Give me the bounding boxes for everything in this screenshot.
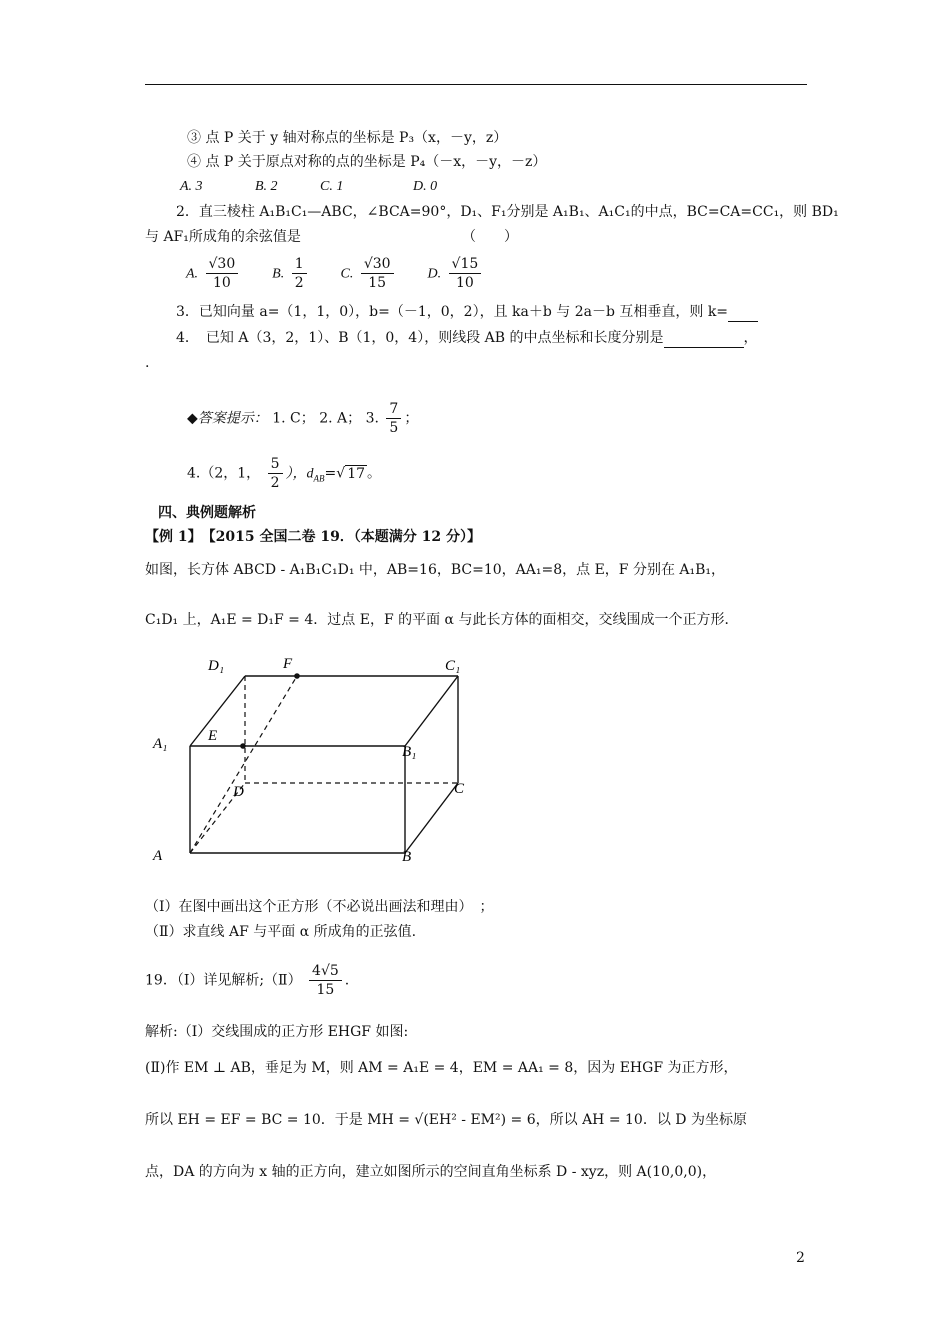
q2-opt-c-num: √30 <box>361 255 394 274</box>
q1-choice-a: A. 3 <box>180 179 203 194</box>
q2-opt-b-label: B. <box>272 266 285 282</box>
q2-opt-c-frac <box>361 255 394 292</box>
example-heading: 【例 1】 【2015 全国二卷 19．（本题满分 12 分）】 <box>145 529 482 545</box>
q2-opt-c-label: C. <box>340 266 354 282</box>
edge-b-c <box>405 783 458 853</box>
q4-line <box>176 328 758 348</box>
label-c: C <box>454 781 465 797</box>
answer-4-sub: AB <box>313 473 325 484</box>
label-d: D <box>233 784 244 800</box>
answer-hints <box>187 400 418 437</box>
edge-a1-d1 <box>190 676 245 746</box>
section-title: 四、典例题解析 <box>158 505 256 521</box>
q3-text: 3．已知向量 a=（1，1，0），b=（－1，0，2），且 ka＋b 与 2a－b 互相垂直，则 k= <box>176 304 729 320</box>
answer-4-num: 5 <box>268 455 283 474</box>
q2-opt-b-num: 1 <box>292 255 307 274</box>
solution-19-den: 15 <box>316 982 335 998</box>
solution-line1: 解析:（Ⅰ）交线围成的正方形 EHGF 如图: <box>145 1024 409 1040</box>
q2-opt-a-label: A. <box>186 266 199 282</box>
q2-opt-d-frac <box>449 255 482 292</box>
part-1: （Ⅰ）在图中画出这个正方形（不必说出画法和理由） ； <box>145 899 494 915</box>
label-d1: D₁ <box>208 658 225 674</box>
stray-dot: . <box>145 355 150 371</box>
header-rule <box>145 84 807 85</box>
label-b: B <box>402 849 412 865</box>
q1-choice-d: D. 0 <box>413 179 438 194</box>
answer-4: 4.（2，1， $\frac{5}{2}$ ），$d_{AB}=√$ 17 。 <box>187 456 382 491</box>
label-b1: B₁ <box>402 744 417 760</box>
q2-line1: 2．直三棱柱 A₁B₁C₁—ABC，∠BCA=90°，D₁、F₁分别是 A₁B₁、A₁C₁的中点，BC=CA=CC₁，则 BD₁ <box>176 204 839 220</box>
answer-3-tail: ； <box>404 410 419 427</box>
answer-3-den: 5 <box>389 420 399 436</box>
answer-4-rad: 17 <box>347 465 366 482</box>
answer-4-eq: = <box>324 465 337 482</box>
answer-3: 3. <box>365 410 379 427</box>
answer-1: 1. C； <box>272 410 315 427</box>
q1-choice-c: C. 1 <box>320 179 344 194</box>
solution-19-num: 4√5 <box>309 962 342 981</box>
solution-19-head: 19．（Ⅰ）详见解析;（Ⅱ） <box>145 972 302 989</box>
q1-choice-b: B. 2 <box>255 179 278 194</box>
answer-4-den: 2 <box>270 475 280 491</box>
answer-4-head: 4.（2，1， <box>187 465 261 482</box>
q2-opt-a-den: 10 <box>212 275 231 291</box>
answer-4-mid: ），d <box>285 466 314 482</box>
q4-text: 4． 已知 A（3，2，1）、B（1，0，4），则线段 AB 的中点坐标和长度分别是 <box>176 330 664 346</box>
item-3: ③ 点 P 关于 y 轴对称点的坐标是 P₃（x，－y，z） <box>187 130 508 146</box>
q4-tail: ， <box>743 330 758 346</box>
solution-line3: 所以 EH = EF = BC = 10．于是 MH = √(EH² - EM²) = 6，所以 AH = 10．以 D 为坐标原 <box>145 1112 747 1128</box>
q2-line2: 与 AF₁所成角的余弦值是 <box>145 229 301 245</box>
q3-line <box>176 302 758 322</box>
label-f: F <box>283 656 293 672</box>
q2-opt-d-label: D. <box>427 266 442 282</box>
label-e: E <box>208 728 218 744</box>
answer-prefix: ◆答案提示： <box>187 411 268 427</box>
page-number: 2 <box>796 1250 805 1266</box>
label-c1: C₁ <box>445 658 461 674</box>
line-af <box>190 676 297 853</box>
label-a: A <box>153 848 163 864</box>
answer-3-frac <box>386 400 401 437</box>
point-e <box>240 743 246 749</box>
q4-blank <box>664 331 744 348</box>
problem-line1: 如图，长方体 ABCD - A₁B₁C₁D₁ 中，AB=16，BC=10，AA₁=8，点 E，F 分别在 A₁B₁， <box>145 562 726 578</box>
solution-19-tail: . <box>344 972 350 989</box>
q3-blank <box>728 305 758 322</box>
answer-2: 2. A； <box>319 410 362 427</box>
answer-3-num: 7 <box>386 400 401 419</box>
q2-opt-c-den: 15 <box>368 275 387 291</box>
q2-opt-d-num: √15 <box>449 255 482 274</box>
solution-19 <box>145 962 349 999</box>
edge-b1-c1 <box>405 676 458 746</box>
answer-4-end: 。 <box>367 465 382 482</box>
cuboid-figure <box>140 648 480 873</box>
solution-line4: 点，DA 的方向为 x 轴的正方向，建立如图所示的空间直角坐标系 D - xyz，则 A(10,0,0)， <box>145 1164 717 1180</box>
q2-paren: （ ） <box>462 229 518 245</box>
label-a1: A₁ <box>153 736 168 752</box>
q2-opt-a-frac <box>206 255 239 292</box>
item-4: ④ 点 P 关于原点对称的点的坐标是 P₄（－x，－y，－z） <box>187 154 547 170</box>
solution-line2: (Ⅱ)作 EM ⊥ AB，垂足为 M，则 AM = A₁E = 4，EM = AA₁ = 8，因为 EHGF 为正方形， <box>145 1060 738 1076</box>
answer-4-frac <box>268 455 283 492</box>
q2-opt-a-num: √30 <box>206 255 239 274</box>
q2-opt-d-den: 10 <box>456 275 474 291</box>
solution-19-frac <box>309 962 342 999</box>
point-f <box>294 673 300 679</box>
part-2: （Ⅱ）求直线 AF 与平面 α 所成角的正弦值. <box>145 924 417 940</box>
q2-opt-b-frac <box>292 255 307 292</box>
q2-opt-b-den: 2 <box>294 275 304 291</box>
problem-line2: C₁D₁ 上，A₁E = D₁F = 4．过点 E，F 的平面 α 与此长方体的面相交，交线围成一个正方形． <box>145 612 739 628</box>
q2-options <box>186 255 484 292</box>
